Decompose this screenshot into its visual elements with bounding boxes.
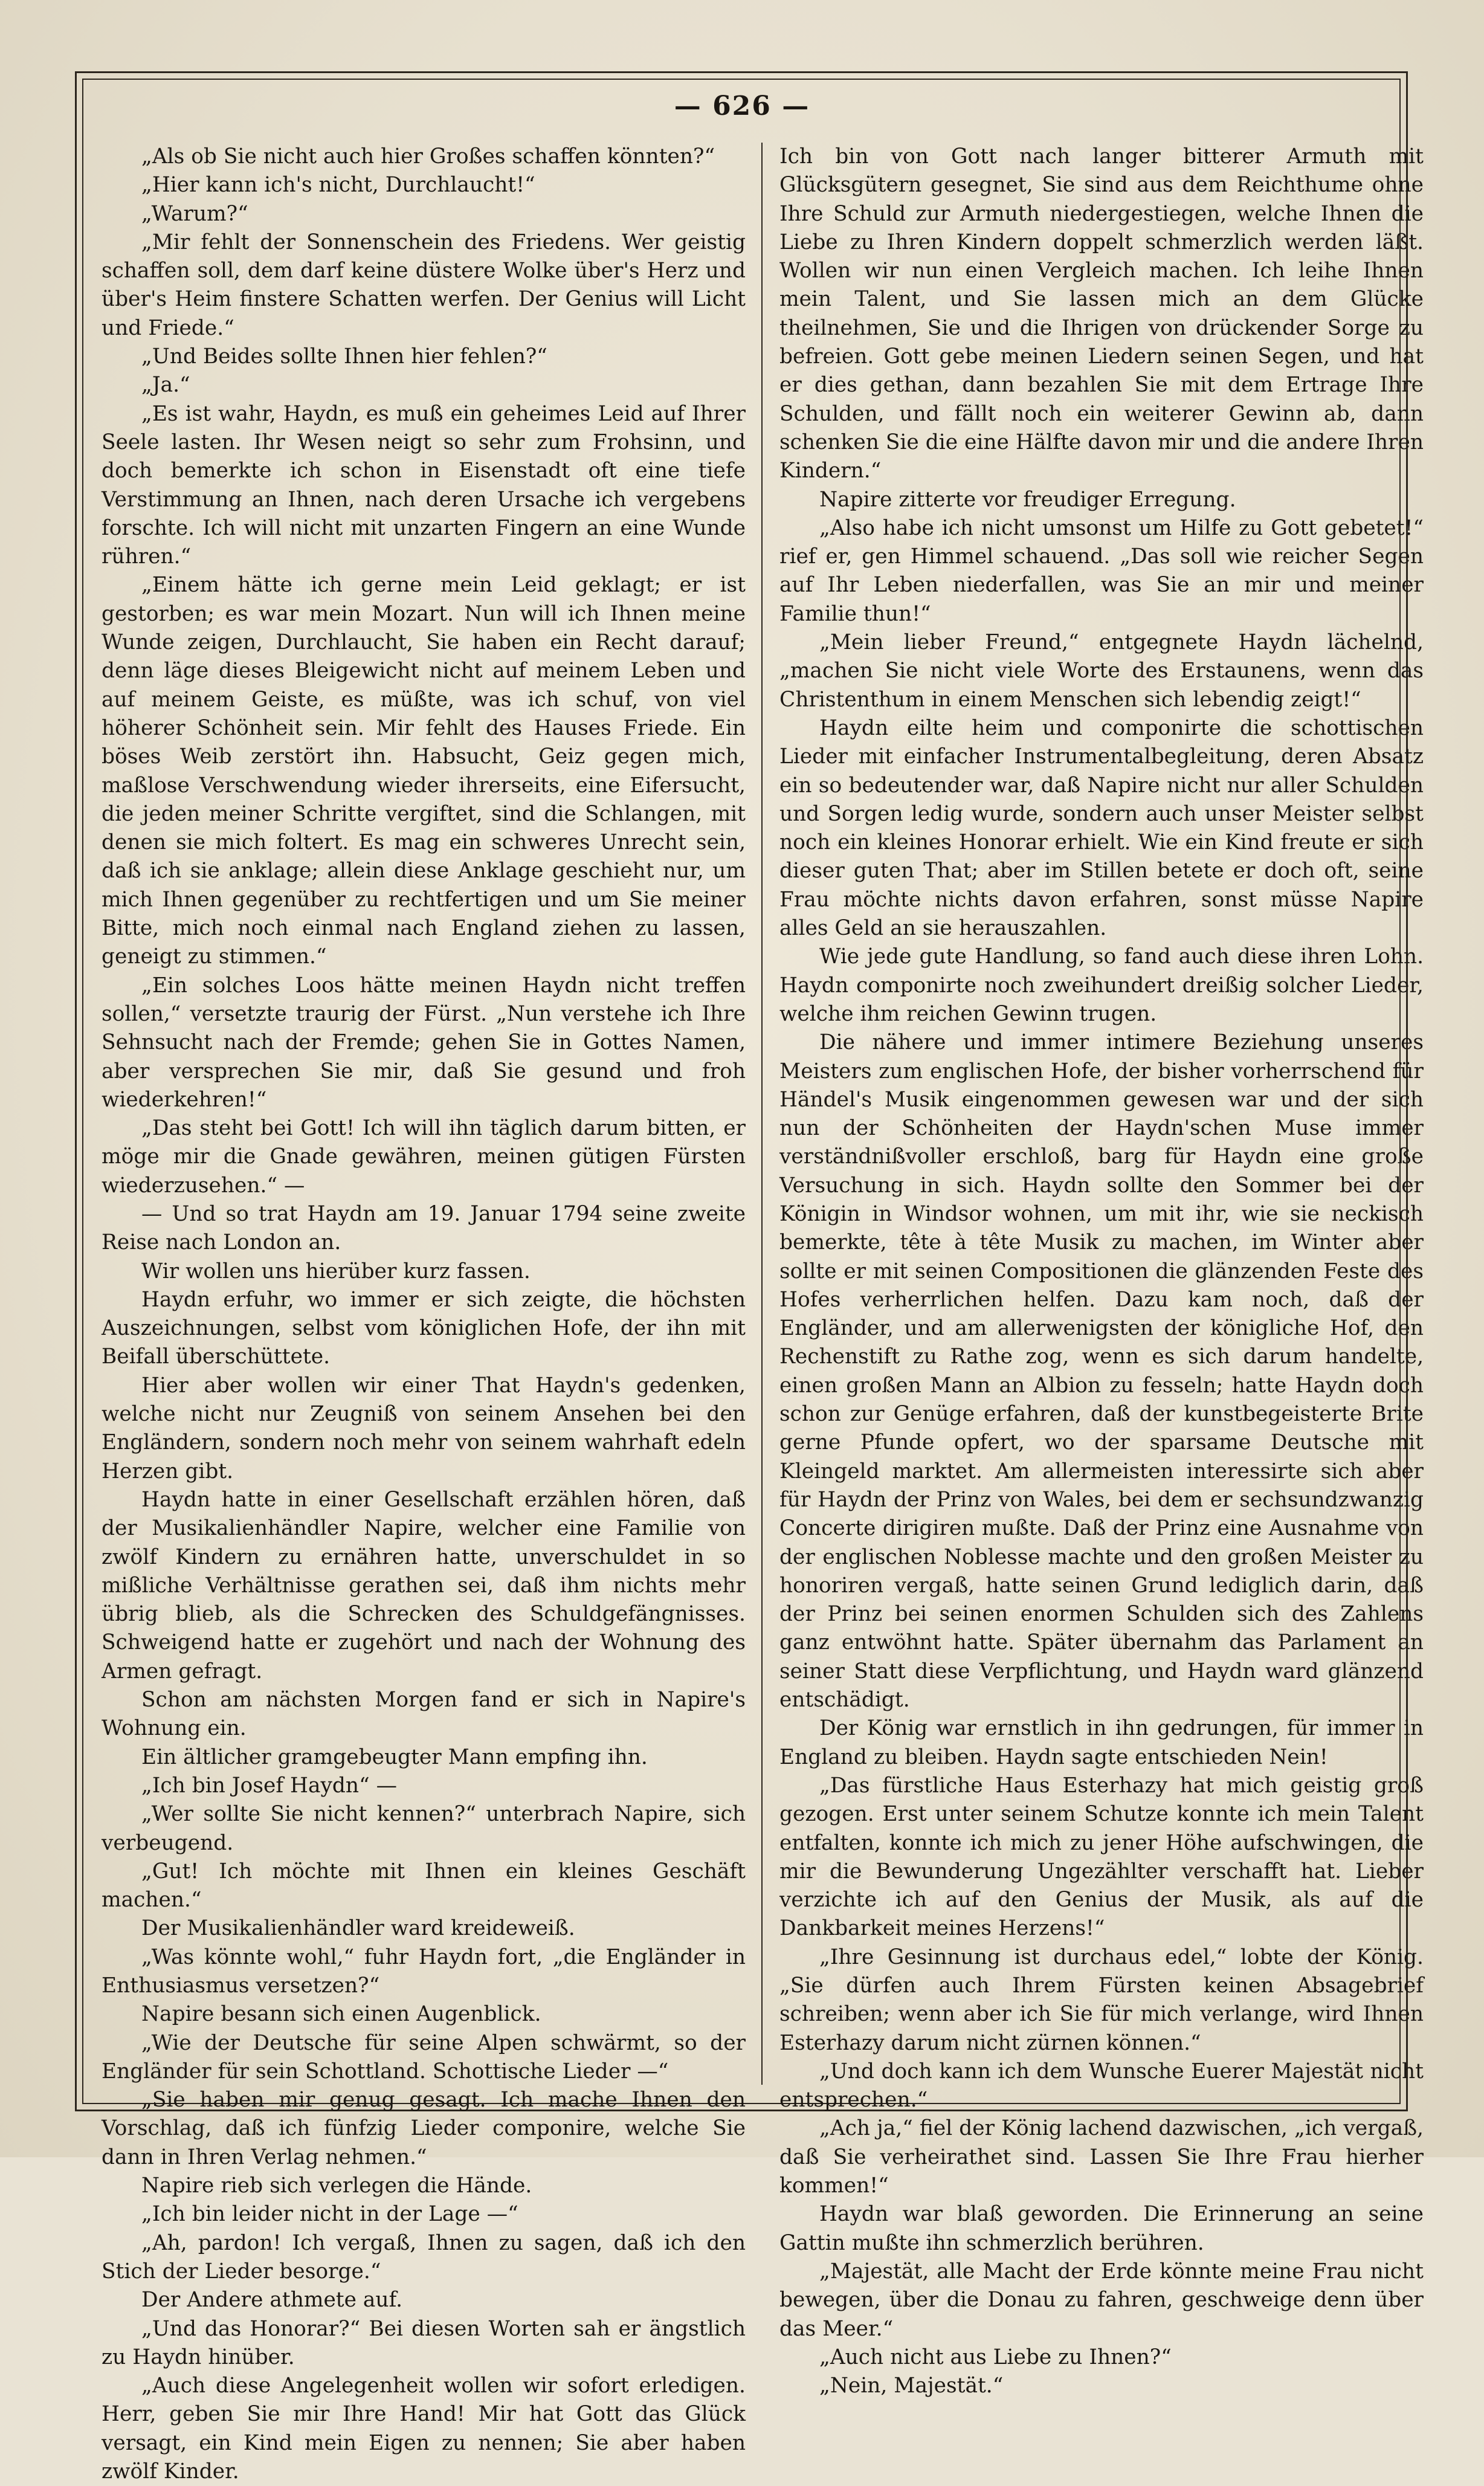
paragraph: „Auch nicht aus Liebe zu Ihnen?“ bbox=[819, 2345, 1172, 2369]
paragraph: „Nein, Majestät.“ bbox=[819, 2374, 1004, 2398]
paragraph: „Majestät, alle Macht der Erde könnte meine Frau nicht bewegen, über die Donau zu fahren, geschweige denn über das Meer.“ bbox=[779, 2259, 1424, 2341]
paragraph: Wir wollen uns hierüber kurz fassen. bbox=[141, 1259, 531, 1283]
paragraph: „Auch diese Angelegenheit wollen wir sofort erledigen. Herr, geben Sie mir Ihre Hand! Mir hat Gott das Glück versagt, ein Kind mein Eigen zu nennen; Sie aber haben zwölf Kinder. bbox=[102, 2374, 746, 2484]
paragraph: Haydn war blaß geworden. Die Erinnerung an seine Gattin mußte ihn schmerzlich berühren. bbox=[779, 2202, 1424, 2255]
paragraph: „Wie der Deutsche für seine Alpen schwärmt, so der Engländer für sein Schottland. Schottische Lieder —“ bbox=[102, 2030, 746, 2084]
paragraph: „Ihre Gesinnung ist durchaus edel,“ lobte der König. „Sie dürfen auch Ihrem Fürsten keinen Absagebrief schreiben; wenn aber ich Sie für mich verlange, wird Ihnen Esterhazy darum nicht zürnen können.“ bbox=[779, 1945, 1424, 2055]
paragraph: „Das fürstliche Haus Esterhazy hat mich geistig groß gezogen. Erst unter seinem Schutze konnte ich mein Talent entfalten, konnte ich mich zu jener Höhe aufschwingen, die mir die Bewunderung Ungezählter verschafft hat. Lieber verzichte ich auf den Genius der Musik, als auf die Dankbarkeit meines Herzens!“ bbox=[779, 1773, 1424, 1941]
paragraph: Schon am nächsten Morgen fand er sich in Napire's Wohnung ein. bbox=[102, 1688, 746, 1741]
paragraph: Haydn hatte in einer Gesellschaft erzählen hören, daß der Musikalienhändler Napire, welcher eine Familie von zwölf Kindern zu ernähren hatte, unverschuldet in so mißliche Verhältnisse gerathen sei, daß ihm nichts mehr übrig blieb, als die Schrecken des Schuldgefängnisses. Schweigend hatte er zugehört und nach der Wohnung des Armen gefragt. bbox=[102, 1487, 746, 1684]
paragraph: Napire zitterte vor freudiger Erregung. bbox=[819, 487, 1236, 512]
paragraph: Haydn erfuhr, wo immer er sich zeigte, die höchsten Auszeichnungen, selbst vom königlichen Hofe, der ihn mit Beifall überschüttete. bbox=[102, 1287, 746, 1369]
right-column bbox=[779, 143, 1424, 2398]
paragraph: „Mir fehlt der Sonnenschein des Friedens. Wer geistig schaffen soll, dem darf keine düstere Wolke über's Herz und über's Heim finstere Schatten werfen. Der Genius will Licht und Friede.“ bbox=[102, 230, 746, 340]
paragraph: „Ein solches Loos hätte meinen Haydn nicht treffen sollen,“ versetzte traurig der Fürst. „Nun verstehe ich Ihre Sehnsucht nach der Fremde; gehen Sie in Gottes Namen, aber versprechen Sie mir, daß Sie gesund und froh wiederkehren!“ bbox=[102, 973, 746, 1112]
paragraph: „Ich bin Josef Haydn“ — bbox=[141, 1773, 397, 1798]
paragraph: „Es ist wahr, Haydn, es muß ein geheimes Leid auf Ihrer Seele lasten. Ihr Wesen neigt so sehr zum Frohsinn, und doch bemerkte ich schon in Eisenstadt oft eine tiefe Verstimmung an Ihnen, nach deren Ursache ich vergebens forschte. Ich will nicht mit unzarten Fingern an eine Wunde rühren.“ bbox=[102, 401, 746, 569]
paragraph: „Und doch kann ich dem Wunsche Euerer Majestät nicht entsprechen.“ bbox=[779, 2059, 1424, 2113]
paragraph: „Das steht bei Gott! Ich will ihn täglich darum bitten, er möge mir die Gnade gewähren, meinen gütigen Fürsten wiederzusehen.“ — bbox=[102, 1116, 746, 1198]
paragraph: Napire rieb sich verlegen die Hände. bbox=[141, 2174, 532, 2198]
paragraph: — Und so trat Haydn am 19. Januar 1794 seine zweite Reise nach London an. bbox=[102, 1201, 746, 1255]
paragraph: „Wer sollte Sie nicht kennen?“ unterbrach Napire, sich verbeugend. bbox=[102, 1802, 746, 1855]
paragraph: Napire besann sich einen Augenblick. bbox=[141, 2002, 541, 2027]
paragraph: Wie jede gute Handlung, so fand auch diese ihren Lohn. Haydn componirte noch zweihundert dreißig solcher Lieder, welche ihm reichen Gewinn trugen. bbox=[779, 944, 1424, 1026]
paragraph: „Ja.“ bbox=[141, 373, 190, 398]
paragraph: „Was könnte wohl,“ fuhr Haydn fort, „die Engländer in Enthusiasmus versetzen?“ bbox=[102, 1945, 746, 1998]
paragraph: „Ach ja,“ fiel der König lachend dazwischen, „ich vergaß, daß Sie verheirathet sind. Lassen Sie Ihre Frau hierher kommen!“ bbox=[779, 2116, 1424, 2198]
paragraph: „Also habe ich nicht umsonst um Hilfe zu Gott gebetet!“ rief er, gen Himmel schauend. „Das soll wie reicher Segen auf Ihr Leben niederfallen, was Sie an mir und meiner Familie thun!“ bbox=[779, 515, 1424, 626]
paragraph: Hier aber wollen wir einer That Haydn's gedenken, welche nicht nur Zeugniß von seinem Ansehen bei den Engländern, sondern noch mehr von seinem wahrhaft edeln Herzen gibt. bbox=[102, 1373, 746, 1484]
paragraph: „Und Beides sollte Ihnen hier fehlen?“ bbox=[141, 344, 547, 369]
paragraph: „Gut! Ich möchte mit Ihnen ein kleines Geschäft machen.“ bbox=[102, 1859, 746, 1913]
paragraph: „Warum?“ bbox=[141, 201, 248, 226]
paragraph: Die nähere und immer intimere Beziehung unseres Meisters zum englischen Hofe, der bisher vorherrschend für Händel's Musik eingenommen gewesen war und der sich nun der Schönheiten der Haydn'schen Muse immer verständnißvoller erschloß, barg für Haydn eine große Versuchung in sich. Haydn sollte den Sommer bei der Königin in Windsor wohnen, um mit ihr, wie sie neckisch bemerkte, tête à tête Musik zu machen, im Winter aber sollte er mit seinen Compositionen die glänzenden Feste des Hofes verherrlichen helfen. Dazu kam noch, daß der Engländer, und am allerwenigsten der königliche Hof, den Rechenstift zu Rathe zog, wenn es sich darum handelte, einen großen Mann an Albion zu fesseln; hatte Haydn doch schon zur Genüge erfahren, daß der kunstbegeisterte Brite gerne Pfunde opfert, wo der sparsame Deutsche mit Kleingeld marktet. Am allermeisten interessirte sich aber für Haydn der Prinz von Wales, bei dem er sechsundzwanzig Concerte dirigiren mußte. Daß der Prinz eine Ausnahme von der englischen Noblesse machte und den großen Meister zu honoriren vergaß, hatte seinen Grund lediglich darin, daß der Prinz bei seinen enormen Schulden sich des Zahlens ganz entwöhnt hatte. Später übernahm das Parlament an seiner Statt diese Verpflichtung, und Haydn ward glänzend entschädigt. bbox=[779, 1030, 1424, 1713]
paragraph: „Und das Honorar?“ Bei diesen Worten sah er ängstlich zu Haydn hinüber. bbox=[102, 2316, 746, 2369]
page-number: — 626 — bbox=[674, 91, 810, 121]
column-divider bbox=[761, 143, 763, 2085]
paragraph: Ich bin von Gott nach langer bitterer Armuth mit Glücksgütern gesegnet, Sie sind aus dem Reichthume ohne Ihre Schuld zur Armuth niedergestiegen, welche Ihnen die Liebe zu Ihren Kindern doppelt schmerzlich werden läßt. Wollen wir nun einen Vergleich machen. Ich leihe Ihnen mein Talent, und Sie lassen mich an dem Glücke theilnehmen, Sie und die Ihrigen von drückender Sorge zu befreien. Gott gebe meinen Liedern seinen Segen, und hat er dies gethan, dann bezahlen Sie mit dem Ertrage Ihre Schulden, und fällt noch ein weiterer Gewinn ab, dann schenken Sie die eine Hälfte davon mir und die andere Ihren Kindern.“ bbox=[779, 144, 1424, 483]
paragraph: „Hier kann ich's nicht, Durchlaucht!“ bbox=[141, 173, 535, 198]
paragraph: Haydn eilte heim und componirte die schottischen Lieder mit einfacher Instrumentalbegleitung, deren Absatz ein so bedeutender war, daß Napire nicht nur aller Schulden und Sorgen ledig wurde, sondern auch unser Meister selbst noch ein kleines Honorar erhielt. Wie ein Kind freute er sich dieser guten That; aber im Stillen betete er doch oft, seine Frau möchte nichts davon erfahren, sonst müsse Napire alles Geld an sie herauszahlen. bbox=[779, 715, 1424, 941]
paragraph: „Einem hätte ich gerne mein Leid geklagt; er ist gestorben; es war mein Mozart. Nun will ich Ihnen meine Wunde zeigen, Durchlaucht, Sie haben ein Recht darauf; denn läge dieses Bleigewicht nicht auf meinem Leben und auf meinem Geiste, es müßte, was ich schuf, von viel höherer Schönheit sein. Mir fehlt des Hauses Friede. Ein böses Weib zerstört ihn. Habsucht, Geiz gegen mich, maßlose Verschwendung wieder ihrerseits, eine Eifersucht, die jeden meiner Schritte vergiftet, sind die Schlangen, mit denen sie mich foltert. Es mag ein schweres Unrecht sein, daß ich sie anklage; allein diese Anklage geschieht nur, um mich Ihnen gegenüber zu rechtfertigen und um Sie meiner Bitte, mich noch einmal nach England ziehen zu lassen, geneigt zu stimmen.“ bbox=[102, 573, 746, 969]
paragraph: Ein ältlicher gramgebeugter Mann empfing ihn. bbox=[141, 1745, 648, 1769]
paragraph: „Ah, pardon! Ich vergaß, Ihnen zu sagen, daß ich den Stich der Lieder besorge.“ bbox=[102, 2230, 746, 2284]
paragraph: Der Musikalienhändler ward kreideweiß. bbox=[141, 1916, 575, 1941]
left-column bbox=[102, 143, 746, 2484]
paragraph: „Ich bin leider nicht in der Lage —“ bbox=[141, 2202, 518, 2227]
paragraph: „Sie haben mir genug gesagt. Ich mache Ihnen den Vorschlag, daß ich fünfzig Lieder componire, welche Sie dann in Ihren Verlag nehmen.“ bbox=[102, 2088, 746, 2169]
paragraph: „Mein lieber Freund,“ entgegnete Haydn lächelnd, „machen Sie nicht viele Worte des Erstaunens, wenn das Christenthum in einem Menschen sich lebendig zeigt!“ bbox=[779, 630, 1424, 712]
paragraph: „Als ob Sie nicht auch hier Großes schaffen könnten?“ bbox=[141, 144, 715, 169]
paragraph: Der Andere athmete auf. bbox=[141, 2288, 402, 2313]
paragraph: Der König war ernstlich in ihn gedrungen, für immer in England zu bleiben. Haydn sagte entschieden Nein! bbox=[779, 1716, 1424, 1769]
